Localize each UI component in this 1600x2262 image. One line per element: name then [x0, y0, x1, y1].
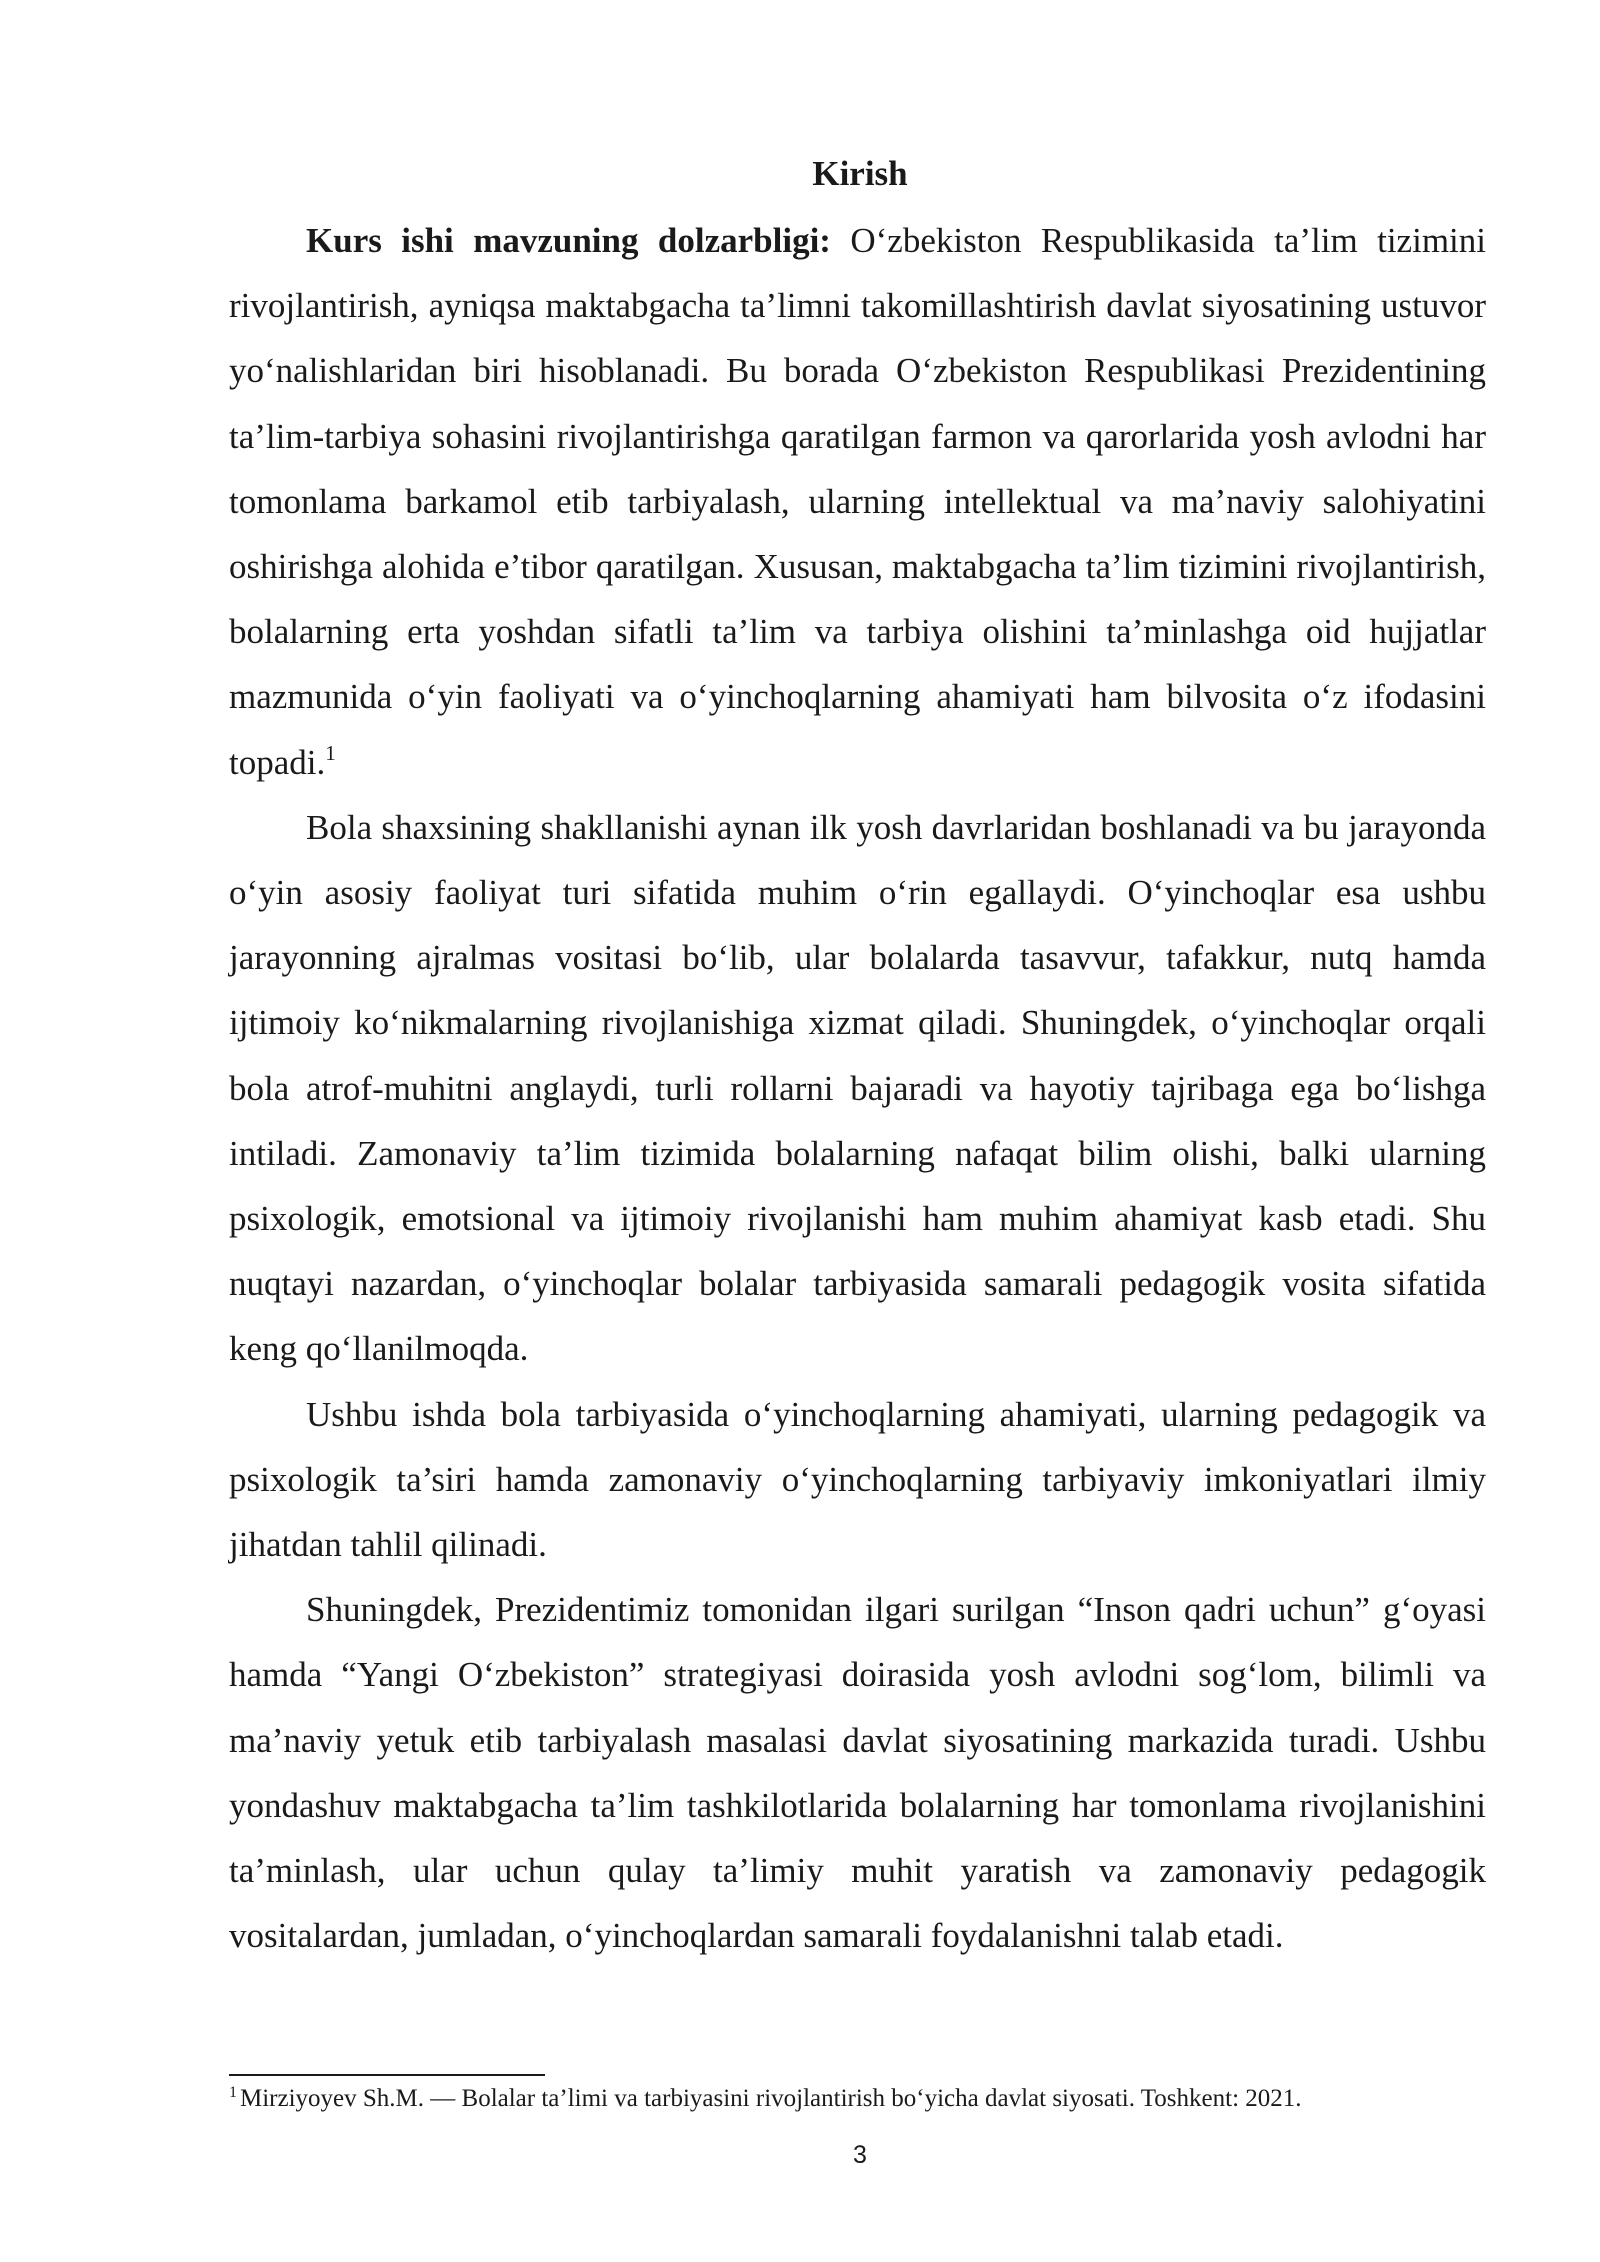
footnote-separator: [229, 2074, 545, 2076]
section-heading: Kirish: [812, 154, 908, 193]
footnote-text: Mirziyoyev Sh.M. — Bolalar ta’limi va tarbiyasini rivojlantirish bo‘yicha davlat siyosati. Toshkent: 2021.: [240, 2085, 1302, 2112]
body-text: [229, 208, 1486, 1968]
paragraph-lead: Kurs ishi mavzuning dolzarbligi:: [306, 221, 831, 260]
paragraph-work-scope: Ushbu ishda bola tarbiyasida o‘yinchoqlarning ahamiyati, ularning pedagogik va psixologik ta’siri hamda zamonaviy o‘yinchoqlarning tarbiyaviy imkoniyatlari ilmiy jihatdan tahlil qilinadi.: [229, 1394, 1486, 1565]
footnote-reference[interactable]: 1: [325, 740, 336, 765]
footnote: [229, 2082, 1529, 2116]
footnote-mark: 1: [229, 2084, 237, 2101]
page-number: 3: [853, 2141, 867, 2169]
paragraph-relevance: [229, 208, 1486, 795]
paragraph-child-development: Bola shaxsining shakllanishi aynan ilk yosh davrlaridan boshlanadi va bu jarayonda o‘yin asosiy faoliyat turi sifatida muhim o‘rin egallaydi. O‘yinchoqlar esa ushbu jarayonning ajralmas vositasi bo‘lib, ular bolalarda tasavvur, tafakkur, nutq hamda ijtimoiy ko‘nikmalarning rivojlanishiga xizmat qiladi. Shuningdek, o‘yinchoqlar orqali bola atrof-muhitni anglaydi, turli rollarni bajaradi va hayotiy tajribaga ega bo‘lishga intiladi. Zamonaviy ta’lim tizimida bolalarning nafaqat bilim olishi, balki ularning psixologik, emotsional va ijtimoiy rivojlanishi ham muhim ahamiyat kasb etadi. Shu nuqtayi nazardan, o‘yinchoqlar bolalar tarbiyasida samarali pedagogik vosita sifatida keng qo‘llanilmoqda.: [229, 807, 1486, 1369]
paragraph-text: O‘zbekiston Respublikasida ta’lim tizimini rivojlantirish, ayniqsa maktabgacha ta’limni takomillashtirish davlat siyosatining ustuvor yo‘nalishlaridan biri hisoblanadi. Bu borada O‘zbekiston Respublikasi Prezidentining ta’lim-tarbiya sohasini rivojlantirishga qaratilgan farmon va qarorlarida yosh avlodni har tomonlama barkamol etib tarbiyalash, ularning intellektual va ma’naviy salohiyatini oshirishga alohida e’tibor qaratilgan. Xususan, maktabgacha ta’lim tizimini rivojlantirish, bolalarning erta yoshdan sifatli ta’lim va tarbiya olishini ta’minlashga oid hujjatlar mazmunida o‘yin faoliyati va o‘yinchoqlarning ahamiyati ham bilvosita o‘z ifodasini topadi.: [229, 221, 1486, 782]
paragraph-state-policy: Shuningdek, Prezidentimiz tomonidan ilgari surilgan “Inson qadri uchun” g‘oyasi hamda “Yangi O‘zbekiston” strategiyasi doirasida yosh avlodni sog‘lom, bilimli va ma’naviy yetuk etib tarbiyalash masalasi davlat siyosatining markazida turadi. Ushbu yondashuv maktabgacha ta’lim tashkilotlarida bolalarning har tomonlama rivojlanishini ta’minlash, ular uchun qulay ta’limiy muhit yaratish va zamonaviy pedagogik vositalardan, jumladan, o‘yinchoqlardan samarali foydalanishni talab etadi.: [229, 1590, 1486, 1956]
